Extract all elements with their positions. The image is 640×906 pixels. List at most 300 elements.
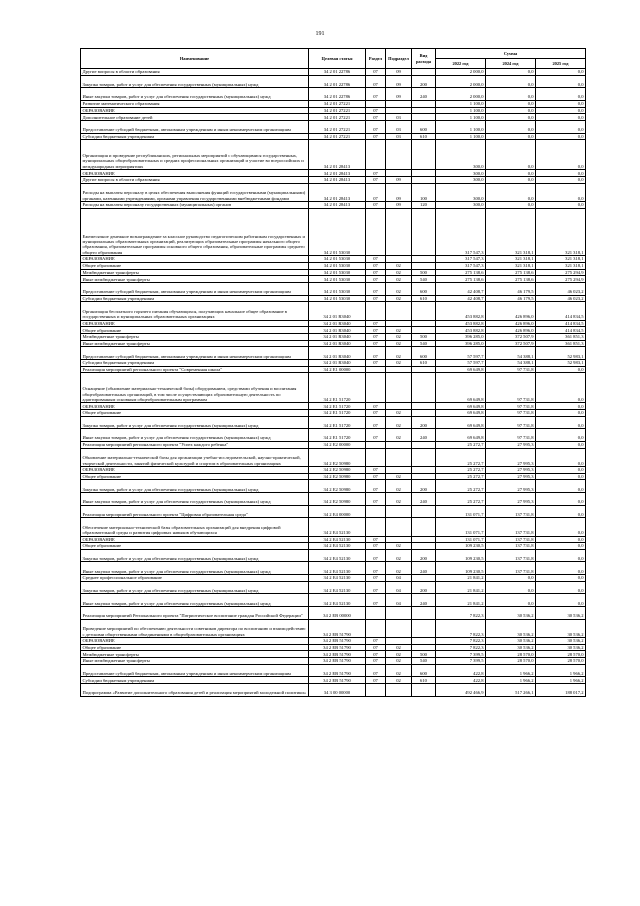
row-vid — [412, 518, 436, 536]
row-value-2022: 1 100,0 — [436, 133, 486, 140]
row-name: Общее образование — [81, 410, 309, 417]
row-value-2024: 0,0 — [486, 120, 536, 133]
row-code: 34 2 E1 51720 — [309, 429, 366, 442]
row-value-2025: 0,0 — [536, 505, 586, 518]
row-value-2025: 0,0 — [536, 448, 586, 466]
row-name: ОБРАЗОВАНИЕ — [81, 536, 309, 543]
row-vid: 540 — [412, 657, 436, 664]
row-subsection — [386, 320, 412, 327]
row-code: 34 2 01 R3040 — [309, 327, 366, 334]
row-subsection: 02 — [386, 269, 412, 276]
row-subsection — [386, 140, 412, 170]
row-value-2024: 0,0 — [486, 201, 536, 208]
row-section — [366, 373, 386, 403]
row-value-2022: 396 285,0 — [436, 340, 486, 347]
row-value-2025: 0,0 — [536, 140, 586, 170]
row-value-2024: 97 731,8 — [486, 373, 536, 403]
row-value-2024: 0,0 — [486, 594, 536, 607]
row-value-2022: 2 000,0 — [436, 69, 486, 76]
row-section: 07 — [366, 133, 386, 140]
row-name: Другие вопросы в области образования — [81, 176, 309, 183]
row-value-2022: 69 649,8 — [436, 403, 486, 410]
header-year-2025: 2025 год — [536, 59, 586, 69]
row-vid: 610 — [412, 295, 436, 302]
row-value-2022: 69 649,8 — [436, 366, 486, 373]
row-value-2025: 0,0 — [536, 88, 586, 101]
row-name: Обеспечение материально-технической базы образовательных организаций для внедрения цифровой образовательной среды и развития цифровых навыков обучающихся — [81, 518, 309, 536]
row-subsection — [386, 619, 412, 637]
row-value-2024: 0,0 — [486, 69, 536, 76]
row-value-2025: 0,0 — [536, 133, 586, 140]
row-value-2022: 300,0 — [436, 170, 486, 177]
row-value-2024: 97 731,8 — [486, 416, 536, 429]
table-row — [81, 637, 586, 644]
row-code: 34 2 01 27221 — [309, 120, 366, 133]
row-value-2024: 1 966,2 — [486, 664, 536, 677]
row-subsection: 02 — [386, 651, 412, 658]
row-value-2024: 0,0 — [486, 88, 536, 101]
row-name: Межбюджетные трансферты — [81, 651, 309, 658]
row-name: Общее образование — [81, 262, 309, 269]
row-code: 34 2 EВ 51790 — [309, 637, 366, 644]
row-section: 07 — [366, 69, 386, 76]
row-vid: 120 — [412, 201, 436, 208]
row-name: Среднее профессиональное образование — [81, 575, 309, 582]
table-row — [81, 410, 586, 417]
row-value-2024: 54 388,1 — [486, 347, 536, 360]
row-value-2025: 0,0 — [536, 441, 586, 448]
row-name: Иные межбюджетные трансферты — [81, 276, 309, 283]
table-row — [81, 320, 586, 327]
row-name: Субсидии бюджетным учреждениям — [81, 677, 309, 684]
row-vid — [412, 170, 436, 177]
row-subsection: 09 — [386, 183, 412, 201]
row-value-2025: 46 023,2 — [536, 282, 586, 295]
row-vid — [412, 176, 436, 183]
row-vid — [412, 543, 436, 550]
row-section — [366, 366, 386, 373]
row-code: 34 2 E1 51720 — [309, 373, 366, 403]
table-row — [81, 518, 586, 536]
table-row — [81, 373, 586, 403]
row-value-2025: 0,0 — [536, 429, 586, 442]
row-subsection: 09 — [386, 69, 412, 76]
row-vid — [412, 505, 436, 518]
row-value-2024: 372 507,9 — [486, 340, 536, 347]
row-vid: 500 — [412, 269, 436, 276]
row-subsection: 02 — [386, 410, 412, 417]
header-name: Наименование — [81, 49, 309, 69]
table-row — [81, 619, 586, 637]
row-subsection: 02 — [386, 473, 412, 480]
row-section: 07 — [366, 282, 386, 295]
row-name: Общее образование — [81, 644, 309, 651]
row-vid: 610 — [412, 677, 436, 684]
row-value-2022: 57 597,7 — [436, 359, 486, 366]
row-vid — [412, 448, 436, 466]
row-value-2024: 30 536,2 — [486, 637, 536, 644]
row-value-2022: 396 285,0 — [436, 333, 486, 340]
row-subsection — [386, 100, 412, 107]
row-vid: 200 — [412, 549, 436, 562]
row-subsection: 09 — [386, 176, 412, 183]
row-code: 34 2 01 28413 — [309, 201, 366, 208]
row-value-2022: 492 466,9 — [436, 683, 486, 696]
row-name: Субсидии бюджетным учреждениям — [81, 133, 309, 140]
row-value-2024: 46 179,5 — [486, 295, 536, 302]
row-value-2022: 131 071,7 — [436, 536, 486, 543]
row-vid: 100 — [412, 183, 436, 201]
row-value-2025: 52 983,1 — [536, 359, 586, 366]
row-code: 34 2 01 28413 — [309, 170, 366, 177]
row-code: 34 2 01 53030 — [309, 262, 366, 269]
table-row — [81, 88, 586, 101]
row-subsection — [386, 466, 412, 473]
header-year-2022: 2022 год — [436, 59, 486, 69]
row-vid: 200 — [412, 480, 436, 493]
row-name: Закупка товаров, работ и услуг для обеспечения государственных (муниципальных) нужд — [81, 416, 309, 429]
row-value-2024: 0,0 — [486, 575, 536, 582]
row-name: Межбюджетные трансферты — [81, 269, 309, 276]
row-subsection: 02 — [386, 657, 412, 664]
row-value-2025: 0,0 — [536, 562, 586, 575]
row-value-2022: 7 822,3 — [436, 606, 486, 619]
row-value-2022: 7 822,3 — [436, 619, 486, 637]
row-name: Реализация мероприятий регионального проекта "Современная школа" — [81, 366, 309, 373]
row-subsection: 02 — [386, 677, 412, 684]
table-row — [81, 107, 586, 114]
table-body — [81, 69, 586, 697]
row-vid — [412, 302, 436, 320]
row-code: 34 2 EВ 51790 — [309, 651, 366, 658]
row-name: Закупка товаров, работ и услуг для обеспечения государственных (муниципальных) нужд — [81, 480, 309, 493]
row-vid — [412, 107, 436, 114]
row-value-2025: 0,0 — [536, 120, 586, 133]
row-value-2022: 42 408,7 — [436, 282, 486, 295]
row-subsection — [386, 441, 412, 448]
row-value-2024: 137 731,8 — [486, 543, 536, 550]
row-vid — [412, 637, 436, 644]
row-value-2025: 321 318,1 — [536, 208, 586, 256]
row-subsection: 09 — [386, 88, 412, 101]
row-value-2025: 188 017,2 — [536, 683, 586, 696]
row-vid — [412, 644, 436, 651]
table-row — [81, 140, 586, 170]
row-vid: 600 — [412, 347, 436, 360]
row-value-2022: 422,8 — [436, 664, 486, 677]
table-row — [81, 100, 586, 107]
row-value-2022: 69 649,8 — [436, 429, 486, 442]
header-subsection: Подраздел — [386, 49, 412, 69]
row-value-2024: 30 536,2 — [486, 619, 536, 637]
row-section: 07 — [366, 549, 386, 562]
row-value-2022: 109 230,5 — [436, 543, 486, 550]
row-name: Предоставление субсидий бюджетным, автономным учреждениям и иным некоммерческим организациям — [81, 347, 309, 360]
row-value-2025: 0,0 — [536, 183, 586, 201]
row-value-2025: 321 318,1 — [536, 256, 586, 263]
row-subsection — [386, 683, 412, 696]
row-section: 07 — [366, 75, 386, 88]
row-code: 34 2 EВ 51790 — [309, 644, 366, 651]
table-row — [81, 256, 586, 263]
row-name: Общее образование — [81, 473, 309, 480]
row-section: 07 — [366, 492, 386, 505]
row-value-2024: 97 731,8 — [486, 403, 536, 410]
row-section: 07 — [366, 107, 386, 114]
row-value-2024: 137 731,8 — [486, 536, 536, 543]
row-subsection — [386, 208, 412, 256]
row-vid: 500 — [412, 333, 436, 340]
row-vid — [412, 403, 436, 410]
row-value-2025: 321 318,1 — [536, 262, 586, 269]
row-name: ОБРАЗОВАНИЕ — [81, 637, 309, 644]
row-value-2022: 453 882,8 — [436, 327, 486, 334]
row-vid: 600 — [412, 120, 436, 133]
table-row — [81, 327, 586, 334]
row-value-2025: 414 834,5 — [536, 302, 586, 320]
row-value-2022: 131 071,7 — [436, 505, 486, 518]
row-subsection: 02 — [386, 562, 412, 575]
row-value-2025: 0,0 — [536, 416, 586, 429]
row-value-2024: 0,0 — [486, 133, 536, 140]
row-section: 07 — [366, 410, 386, 417]
row-name: Иные закупки товаров, работ и услуг для обеспечения государственных (муниципальных) нужд — [81, 562, 309, 575]
row-value-2025: 30 536,2 — [536, 619, 586, 637]
row-section: 07 — [366, 170, 386, 177]
row-subsection: 02 — [386, 262, 412, 269]
row-code: 34 2 E4 52130 — [309, 536, 366, 543]
table-row — [81, 466, 586, 473]
row-vid: 610 — [412, 359, 436, 366]
row-vid: 200 — [412, 416, 436, 429]
row-section: 07 — [366, 664, 386, 677]
row-value-2024: 0,0 — [486, 581, 536, 594]
row-subsection: 09 — [386, 75, 412, 88]
row-value-2022: 275 138,6 — [436, 276, 486, 283]
table-row — [81, 683, 586, 696]
row-vid: 240 — [412, 562, 436, 575]
table-row — [81, 480, 586, 493]
row-section: 07 — [366, 88, 386, 101]
row-subsection: 02 — [386, 327, 412, 334]
row-section: 07 — [366, 114, 386, 121]
table-row — [81, 664, 586, 677]
row-value-2025: 0,0 — [536, 480, 586, 493]
table-row — [81, 505, 586, 518]
table-row — [81, 575, 586, 582]
table-row — [81, 295, 586, 302]
row-section: 07 — [366, 320, 386, 327]
row-value-2025: 0,0 — [536, 518, 586, 536]
row-value-2022: 25 272,7 — [436, 473, 486, 480]
row-section: 07 — [366, 256, 386, 263]
row-code: 34 2 01 53030 — [309, 282, 366, 295]
row-code: 34 2 E2 50980 — [309, 473, 366, 480]
row-subsection: 04 — [386, 594, 412, 607]
row-name: Реализация мероприятий регионального проекта "Цифровая образовательная среда" — [81, 505, 309, 518]
row-value-2024: 0,0 — [486, 176, 536, 183]
table-row — [81, 69, 586, 76]
table-row — [81, 651, 586, 658]
row-subsection: 02 — [386, 295, 412, 302]
row-section — [366, 683, 386, 696]
row-code: 34 2 EВ 51790 — [309, 657, 366, 664]
row-value-2025: 0,0 — [536, 549, 586, 562]
row-code: 34 2 01 27221 — [309, 100, 366, 107]
table-row — [81, 269, 586, 276]
row-code: 34 3 00 00000 — [309, 683, 366, 696]
row-vid: 240 — [412, 429, 436, 442]
row-value-2022: 453 882,8 — [436, 302, 486, 320]
row-value-2024: 321 318,1 — [486, 208, 536, 256]
row-name: Другие вопросы в области образования — [81, 69, 309, 76]
row-value-2024: 97 731,8 — [486, 429, 536, 442]
row-name: Иные закупки товаров, работ и услуг для обеспечения государственных (муниципальных) нужд — [81, 429, 309, 442]
row-code: 34 2 E4 00000 — [309, 505, 366, 518]
row-value-2022: 25 272,7 — [436, 441, 486, 448]
row-value-2024: 27 995,3 — [486, 480, 536, 493]
row-value-2022: 7 399,5 — [436, 657, 486, 664]
row-value-2022: 7 822,3 — [436, 644, 486, 651]
row-value-2024: 137 731,8 — [486, 518, 536, 536]
row-value-2025: 0,0 — [536, 170, 586, 177]
row-name: Иные закупки товаров, работ и услуг для обеспечения государственных (муниципальных) нужд — [81, 594, 309, 607]
row-value-2025: 0,0 — [536, 114, 586, 121]
row-value-2024: 321 318,1 — [486, 256, 536, 263]
row-name: Закупка товаров, работ и услуг для обеспечения государственных (муниципальных) нужд — [81, 581, 309, 594]
row-value-2024: 426 896,0 — [486, 327, 536, 334]
row-code: 34 2 E4 52130 — [309, 581, 366, 594]
row-value-2022: 1 100,0 — [436, 107, 486, 114]
row-section: 07 — [366, 295, 386, 302]
row-name: ОБРАЗОВАНИЕ — [81, 256, 309, 263]
row-value-2025: 0,0 — [536, 69, 586, 76]
row-value-2025: 0,0 — [536, 581, 586, 594]
row-name: ОБРАЗОВАНИЕ — [81, 320, 309, 327]
row-subsection: 02 — [386, 549, 412, 562]
table-row — [81, 208, 586, 256]
row-subsection — [386, 256, 412, 263]
row-value-2025: 0,0 — [536, 536, 586, 543]
row-subsection — [386, 606, 412, 619]
row-value-2025: 1 966,2 — [536, 677, 586, 684]
row-code: 34 2 E1 51720 — [309, 410, 366, 417]
row-subsection: 02 — [386, 664, 412, 677]
row-vid: 540 — [412, 340, 436, 347]
row-code: 34 2 01 27221 — [309, 107, 366, 114]
row-value-2022: 300,0 — [436, 176, 486, 183]
table-row — [81, 176, 586, 183]
row-code: 34 2 EВ 51790 — [309, 664, 366, 677]
row-subsection: 02 — [386, 416, 412, 429]
row-name: Субсидии бюджетным учреждениям — [81, 359, 309, 366]
row-code: 34 2 EВ 00000 — [309, 606, 366, 619]
row-vid — [412, 619, 436, 637]
table-row — [81, 340, 586, 347]
row-value-2024: 30 536,2 — [486, 644, 536, 651]
table-row — [81, 75, 586, 88]
row-value-2024: 27 995,3 — [486, 473, 536, 480]
row-value-2024: 0,0 — [486, 170, 536, 177]
row-code: 34 2 E1 51720 — [309, 416, 366, 429]
row-subsection: 03 — [386, 133, 412, 140]
row-vid: 600 — [412, 664, 436, 677]
table-row — [81, 492, 586, 505]
row-subsection: 02 — [386, 276, 412, 283]
row-vid — [412, 410, 436, 417]
row-name: ОБРАЗОВАНИЕ — [81, 170, 309, 177]
row-vid — [412, 114, 436, 121]
row-value-2024: 137 731,8 — [486, 562, 536, 575]
row-value-2022: 300,0 — [436, 183, 486, 201]
table-row — [81, 183, 586, 201]
row-code: 34 2 E4 52130 — [309, 549, 366, 562]
row-code: 34 2 01 28413 — [309, 183, 366, 201]
row-name: Закупка товаров, работ и услуг для обеспечения государственных (муниципальных) нужд — [81, 75, 309, 88]
row-value-2025: 0,0 — [536, 100, 586, 107]
row-value-2025: 0,0 — [536, 543, 586, 550]
row-code: 34 2 01 53030 — [309, 295, 366, 302]
header-vid: Вид расхода — [412, 49, 436, 69]
budget-table — [80, 48, 586, 697]
row-section: 07 — [366, 327, 386, 334]
row-code: 34 2 01 53030 — [309, 208, 366, 256]
table-row — [81, 333, 586, 340]
row-vid: 540 — [412, 276, 436, 283]
row-code: 34 2 01 R3040 — [309, 340, 366, 347]
row-value-2025: 46 023,2 — [536, 295, 586, 302]
row-value-2024: 0,0 — [486, 75, 536, 88]
row-subsection — [386, 170, 412, 177]
table-row — [81, 201, 586, 208]
row-value-2022: 317 547,3 — [436, 262, 486, 269]
row-section — [366, 140, 386, 170]
row-section: 07 — [366, 473, 386, 480]
row-value-2022: 109 230,5 — [436, 549, 486, 562]
row-code: 34 2 E4 52130 — [309, 543, 366, 550]
row-name: Иные межбюджетные трансферты — [81, 340, 309, 347]
table-row — [81, 581, 586, 594]
row-vid: 240 — [412, 492, 436, 505]
row-value-2024: 28 570,0 — [486, 657, 536, 664]
row-name: Обновление материально-технической базы для организации учебно-исследовательской, научно-практической, творческой деятельности, занятий физической культурой и спортом в образовательных организациях — [81, 448, 309, 466]
row-value-2025: 275 294,9 — [536, 276, 586, 283]
row-name: Иные закупки товаров, работ и услуг для обеспечения государственных (муниципальных) нужд — [81, 88, 309, 101]
table-row — [81, 114, 586, 121]
row-name: Предоставление субсидий бюджетным, автономным учреждениям и иным некоммерческим организациям — [81, 664, 309, 677]
row-value-2022: 1 100,0 — [436, 120, 486, 133]
row-value-2025: 1 966,2 — [536, 664, 586, 677]
row-value-2025: 361 851,3 — [536, 333, 586, 340]
row-value-2025: 0,0 — [536, 366, 586, 373]
row-vid — [412, 441, 436, 448]
row-vid — [412, 536, 436, 543]
row-value-2024: 0,0 — [486, 140, 536, 170]
row-code: 34 2 01 R3040 — [309, 320, 366, 327]
row-subsection — [386, 536, 412, 543]
row-code: 34 2 E4 52130 — [309, 518, 366, 536]
table-row — [81, 562, 586, 575]
row-value-2022: 42 408,7 — [436, 295, 486, 302]
row-name: Межбюджетные трансферты — [81, 333, 309, 340]
row-vid: 200 — [412, 75, 436, 88]
row-value-2022: 7 822,3 — [436, 637, 486, 644]
row-section — [366, 606, 386, 619]
row-name: ОБРАЗОВАНИЕ — [81, 107, 309, 114]
row-section: 07 — [366, 657, 386, 664]
row-name: Организация бесплатного горячего питания обучающихся, получающих начальное общее образование в государственных и муниципальных образовательных организациях — [81, 302, 309, 320]
row-vid — [412, 606, 436, 619]
